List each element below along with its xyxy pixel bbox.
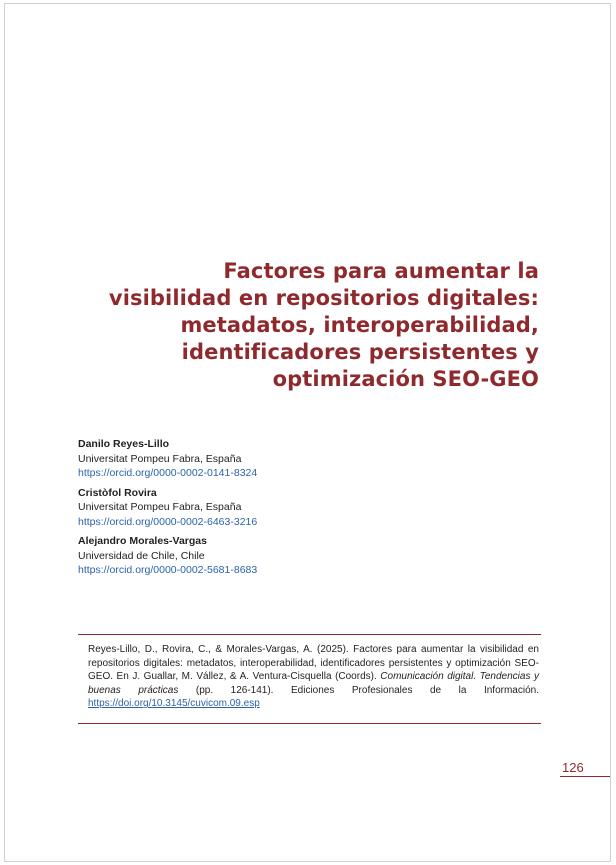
author-name: Alejandro Morales-Vargas [78,535,207,547]
citation-publisher: (pp. 126-141). Ediciones Profesionales de la Información. [178,684,539,696]
author-affiliation: Universitat Pompeu Fabra, España [78,501,242,513]
chapter-title-line: metadatos, interoperabilidad, [180,313,539,337]
page-number: 126 [560,760,610,777]
author-orcid-link[interactable]: https://orcid.org/0000-0002-5681-8683 [78,564,258,576]
citation-book-title: Comunicación digital. Tendencias y buenas prácticas [88,671,540,696]
author-name: Danilo Reyes-Lillo [78,438,170,450]
citation-reference: Reyes-Lillo, D., Rovira, C., & Morales-Vargas, A. (2025). Factores para aumentar la visibilidad en repositorios digitales: metadatos, interoperabilidad, identificadores persistentes y optimización SEO-GEO. En J. Guallar, M. Vállez, & A. Ventura-Cisquella (Coords). [88,644,539,683]
chapter-title-line: identificadores persistentes y [181,340,539,364]
author-block [78,486,378,530]
chapter-title-line: Factores para aumentar la [223,259,539,283]
author-block [78,437,378,481]
author-orcid-link[interactable]: https://orcid.org/0000-0002-6463-3216 [78,515,258,528]
author-affiliation: Universitat Pompeu Fabra, España [78,452,242,465]
chapter-title-line: visibilidad en repositorios digitales: [108,286,539,310]
citation-text [88,643,539,711]
author-affiliation: Universidad de Chile, Chile [78,549,205,562]
citation-box [78,634,541,724]
chapter-title [69,258,539,393]
author-orcid-link[interactable]: https://orcid.org/0000-0002-0141-8324 [78,467,258,479]
author-block [78,534,378,578]
chapter-title-line: optimización SEO-GEO [272,367,539,391]
author-name: Cristòfol Rovira [78,486,157,499]
author-list [78,437,378,583]
doi-link[interactable]: https://doi.org/10.3145/cuvicom.09.esp [88,698,260,710]
page [4,3,611,862]
